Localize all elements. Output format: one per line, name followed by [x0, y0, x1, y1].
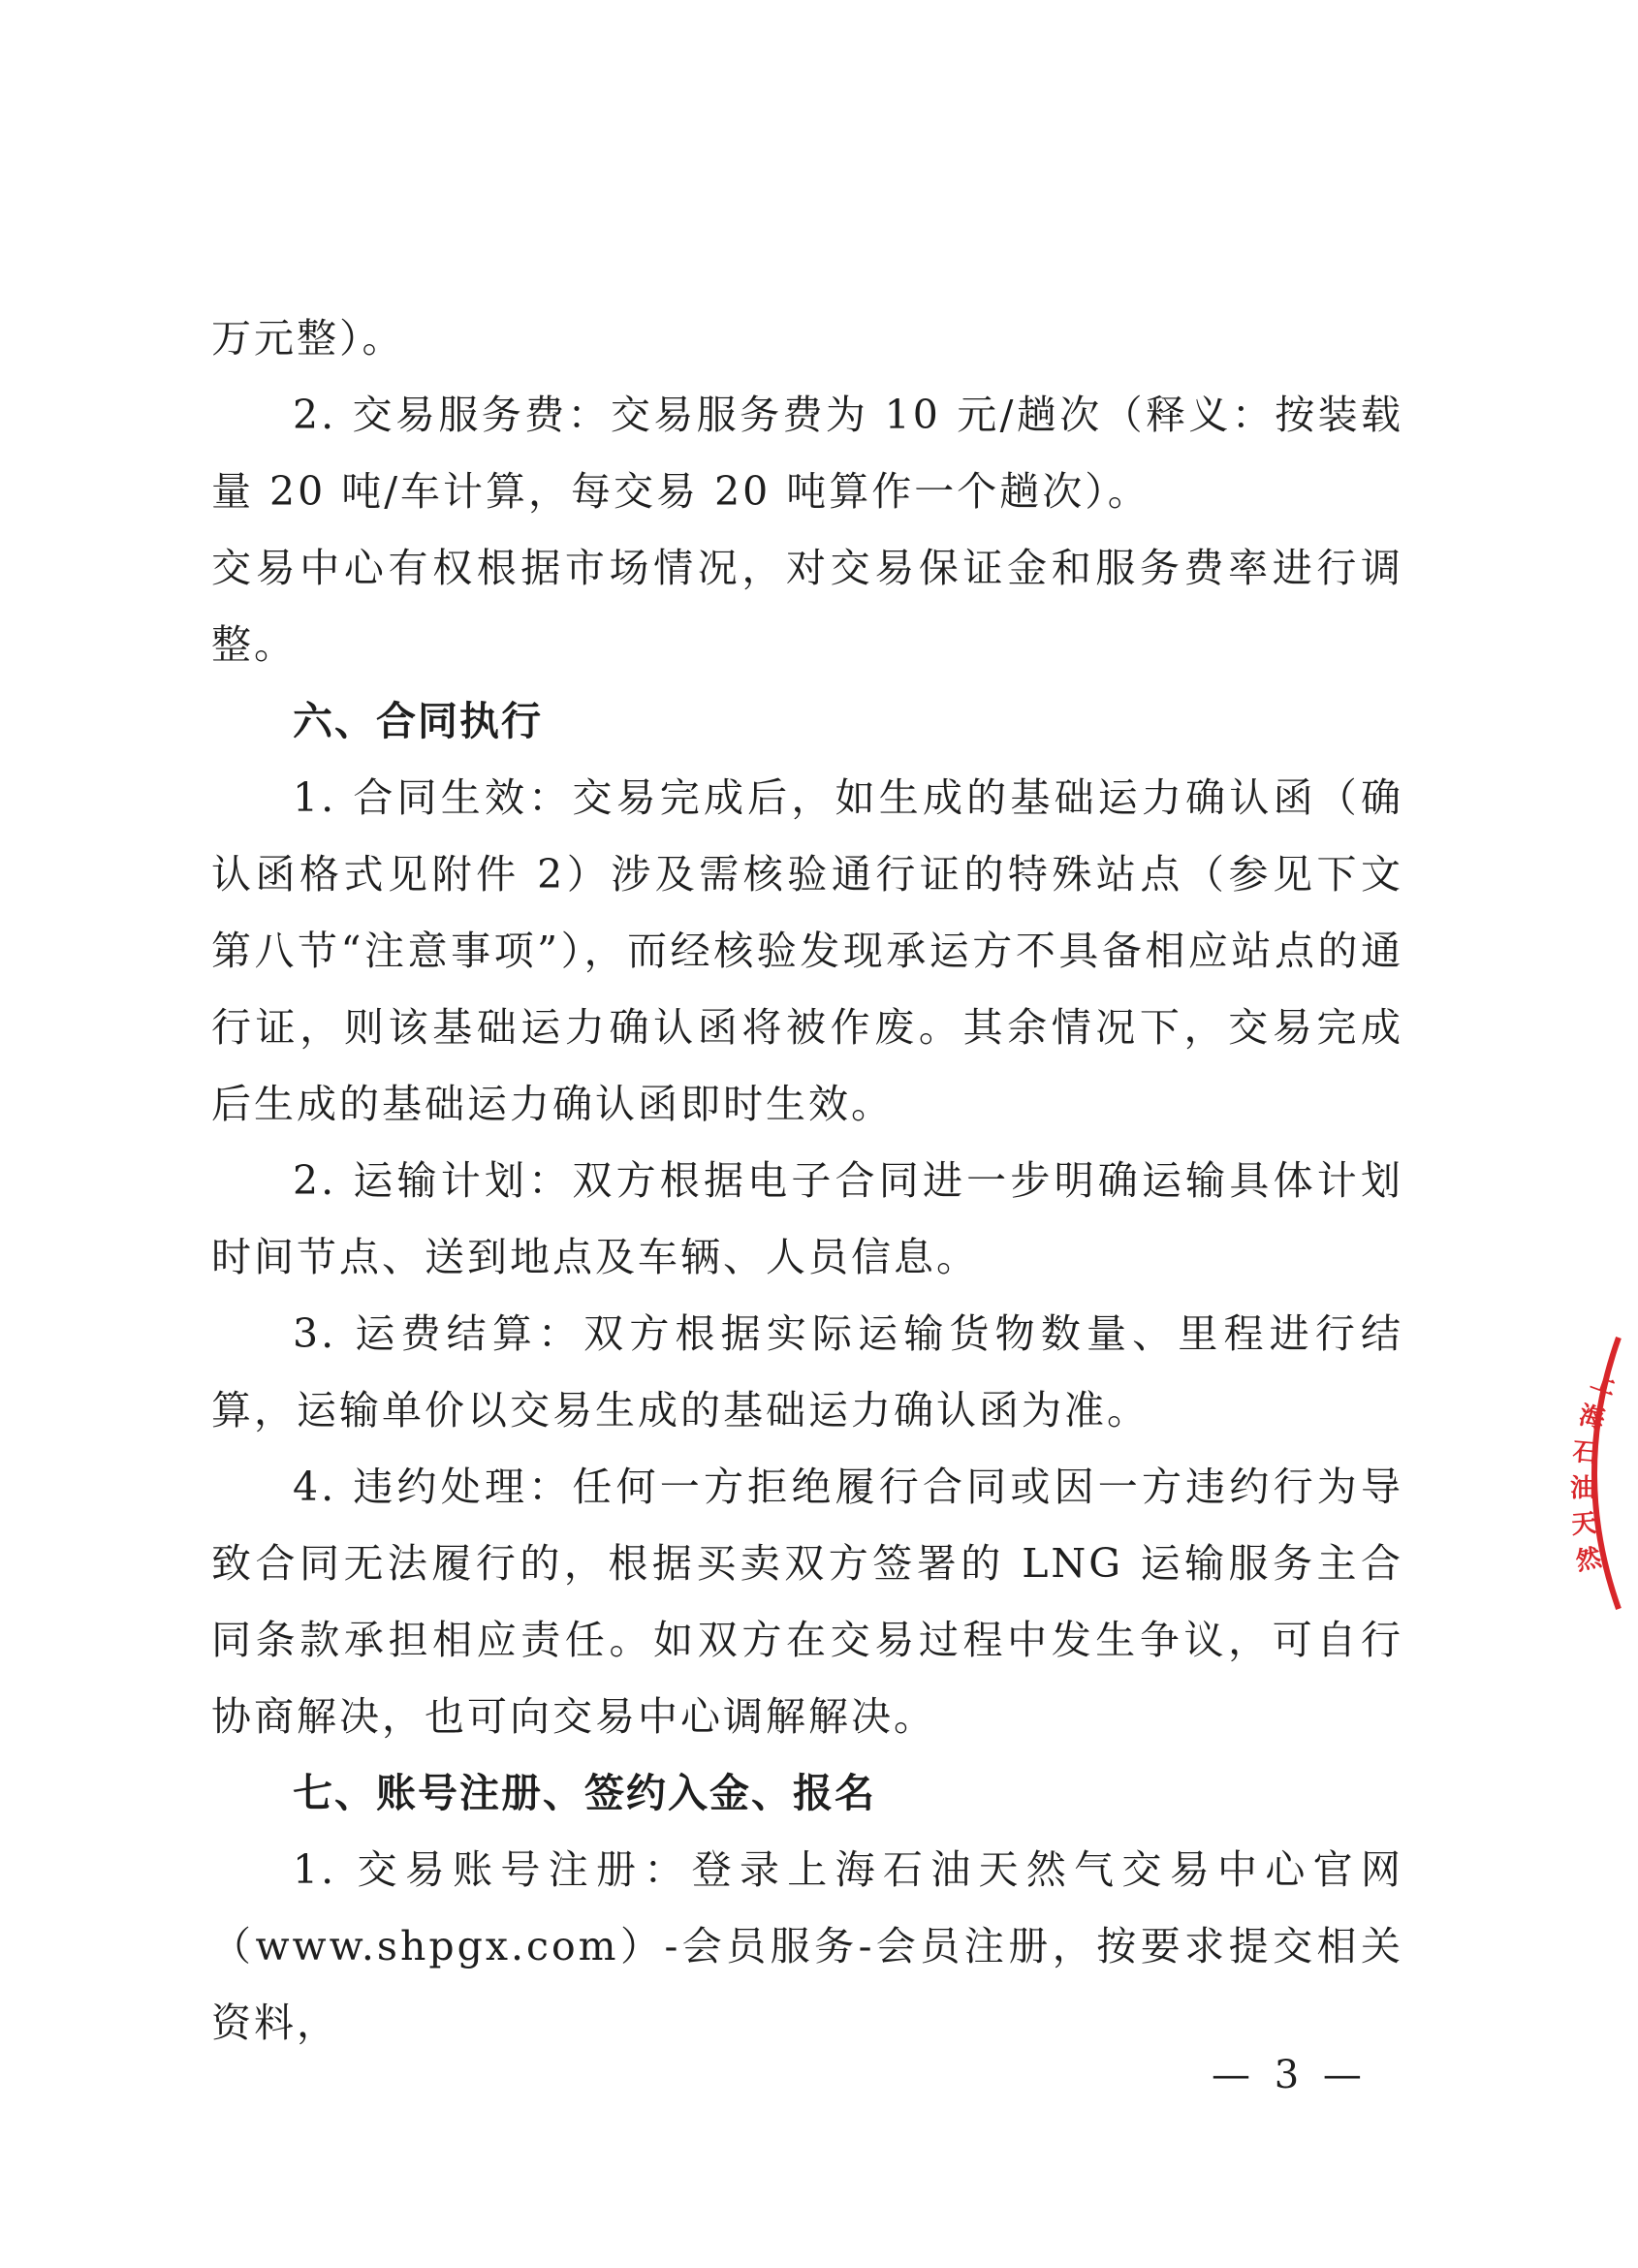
page-number: — 3 —	[1212, 2053, 1368, 2097]
document-body	[211, 300, 1403, 2062]
paragraph-adjustment-right: 交易中心有权根据市场情况，对交易保证金和服务费率进行调整。	[211, 545, 1403, 668]
section-heading-contract-execution: 六、合同执行	[293, 698, 543, 744]
paragraph-service-fee: 2. 交易服务费：交易服务费为 10 元/趟次（释义：按装载量 20 吨/车计算，每交易 20 吨算作一个趟次）。	[211, 392, 1403, 515]
svg-text:油: 油	[1570, 1474, 1596, 1503]
paragraph-contract-effective: 1. 合同生效：交易完成后，如生成的基础运力确认函（确认函格式见附件 2）涉及需核验通行证的特殊站点（参见下文第八节“注意事项”），而经核验发现承运方不具备相应站点的通行证，则该基础运力确认函将被作废。其余情况下，交易完成后生成的基础运力确认函即时生效。	[211, 774, 1403, 1127]
red-seal-stamp	[1551, 1328, 1638, 1619]
svg-text:天: 天	[1569, 1508, 1598, 1540]
paragraph-continuation: 万元整）。	[211, 315, 405, 362]
svg-text:上: 上	[1587, 1365, 1622, 1402]
paragraph-breach-handling: 4. 违约处理：任何一方拒绝履行合同或因一方违约行为导致合同无法履行的，根据买卖双方签署的 LNG 运输服务主合同条款承担相应责任。如双方在交易过程中发生争议，可自行协商解决，也可向交易中心调解解决。	[211, 1464, 1403, 1740]
paragraph-freight-settlement: 3. 运费结算：双方根据实际运输货物数量、里程进行结算，运输单价以交易生成的基础运力确认函为准。	[211, 1310, 1403, 1433]
svg-text:海: 海	[1576, 1401, 1608, 1435]
paragraph-transport-plan: 2. 运输计划：双方根据电子合同进一步明确运输具体计划时间节点、送到地点及车辆、人员信息。	[211, 1157, 1403, 1280]
svg-text:然: 然	[1573, 1543, 1604, 1577]
paragraph-account-registration: 1. 交易账号注册：登录上海石油天然气交易中心官网（www.shpgx.com）-会员服务-会员注册，按要求提交相关资料，	[211, 1846, 1403, 2046]
svg-text:石: 石	[1571, 1437, 1599, 1469]
section-heading-registration: 七、账号注册、签约入金、报名	[293, 1770, 876, 1816]
